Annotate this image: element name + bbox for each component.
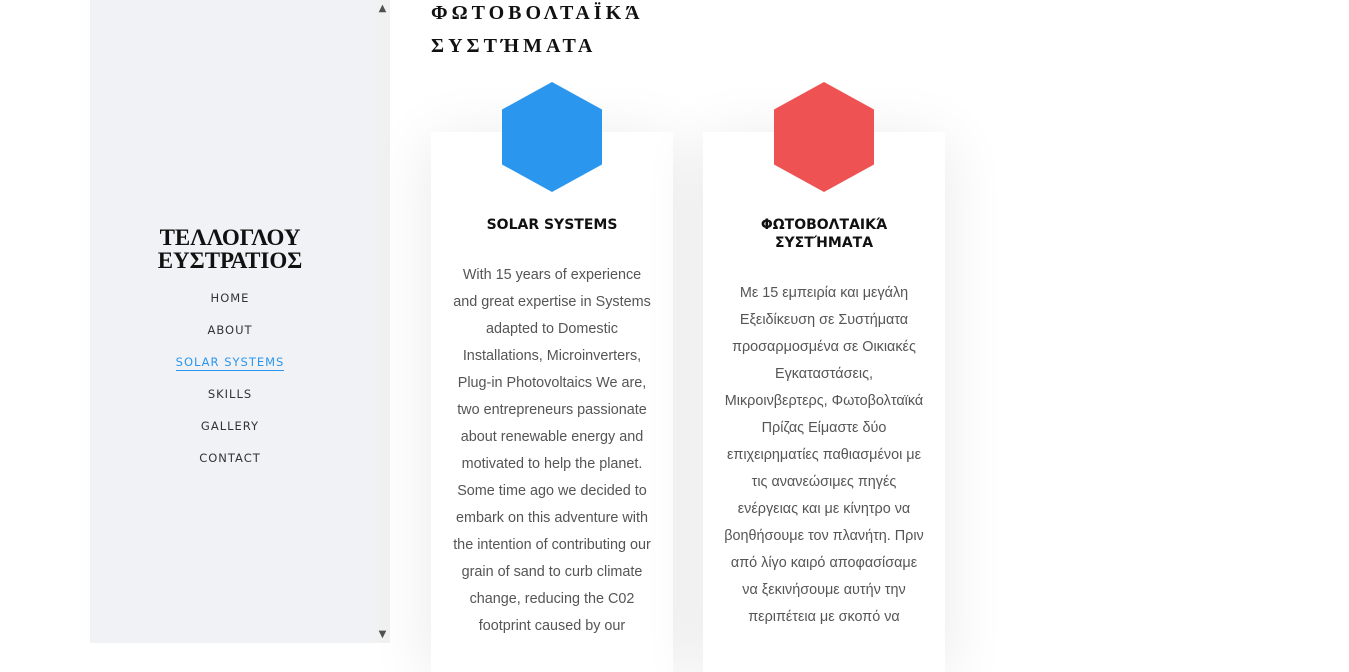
nav-link-solar-systems[interactable]: SOLAR SYSTEMS	[175, 355, 285, 369]
nav-item-solar-systems	[90, 353, 370, 385]
page-heading-line-2: ΣΥΣΤΉΜΑΤΑ	[431, 35, 597, 57]
nav-link-skills[interactable]: SKILLS	[207, 387, 253, 401]
main-nav	[90, 289, 370, 481]
brand-line-1: ΤΕΛΛΟΓΛΟΥ	[159, 225, 301, 250]
nav-item-about	[90, 321, 370, 353]
chevron-down-icon[interactable]: ▼	[378, 629, 387, 640]
service-card-solar-systems	[431, 132, 673, 672]
card-description: With 15 years of experience and great expertise in Systems adapted to Domestic Installations, Microinverters, Plug-in Photovoltaics We are, two entrepreneurs passionate about renewable energy and motivated to help the planet. Some time ago we decided to embark on this adventure with the intention of contributing our grain of sand to curb climate change, reducing the C02 footprint caused by our	[453, 267, 651, 634]
card-title: SOLAR SYSTEMS	[486, 217, 618, 233]
nav-link-gallery[interactable]: GALLERY	[200, 419, 260, 433]
site-brand[interactable]	[90, 226, 370, 272]
hexagon-shape	[774, 82, 874, 192]
sidebar	[90, 0, 375, 643]
nav-link-about[interactable]: ABOUT	[207, 323, 253, 337]
sidebar-scrollbar[interactable]	[375, 0, 390, 643]
card-title: ΦΩΤΟΒΟΛΤΑΙΚΆ ΣΥΣΤΉΜΑΤΑ	[760, 217, 888, 251]
nav-link-home[interactable]: HOME	[210, 291, 250, 305]
hexagon-icon	[774, 82, 874, 192]
chevron-up-icon[interactable]: ▲	[378, 3, 387, 14]
brand-line-2: ΕΥΣΤΡΑΤΙΟΣ	[157, 248, 303, 273]
nav-item-skills	[90, 385, 370, 417]
hexagon-shape	[502, 82, 602, 192]
nav-item-gallery	[90, 417, 370, 449]
page-heading-line-1: ΦΩΤΟΒΟΛΤΑΪΚΆ	[431, 2, 644, 24]
nav-item-contact	[90, 449, 370, 481]
hexagon-icon	[502, 82, 602, 192]
nav-item-home	[90, 289, 370, 321]
nav-link-contact[interactable]: CONTACT	[199, 451, 261, 465]
service-card-photovoltaic-systems	[703, 132, 945, 672]
page-heading	[431, 0, 731, 63]
card-description: Με 15 εμπειρία και μεγάλη Εξειδίκευση σε Συστήματα προσαρμοσμένα σε Οικιακές Εγκαταστάσεις, Μικροινβερτερς, Φωτοβολταϊκά Πρίζας Είμαστε δύο επιχειρηματίες παθιασμένοι με τις ανανεώσιμες πηγές ενέργειας και με κίνητρο να βοηθήσουμε τον πλανήτη. Πριν από λίγο καιρό αποφασίσαμε να ξεκινήσουμε αυτήν την περιπέτεια με σκοπό να	[724, 285, 924, 625]
